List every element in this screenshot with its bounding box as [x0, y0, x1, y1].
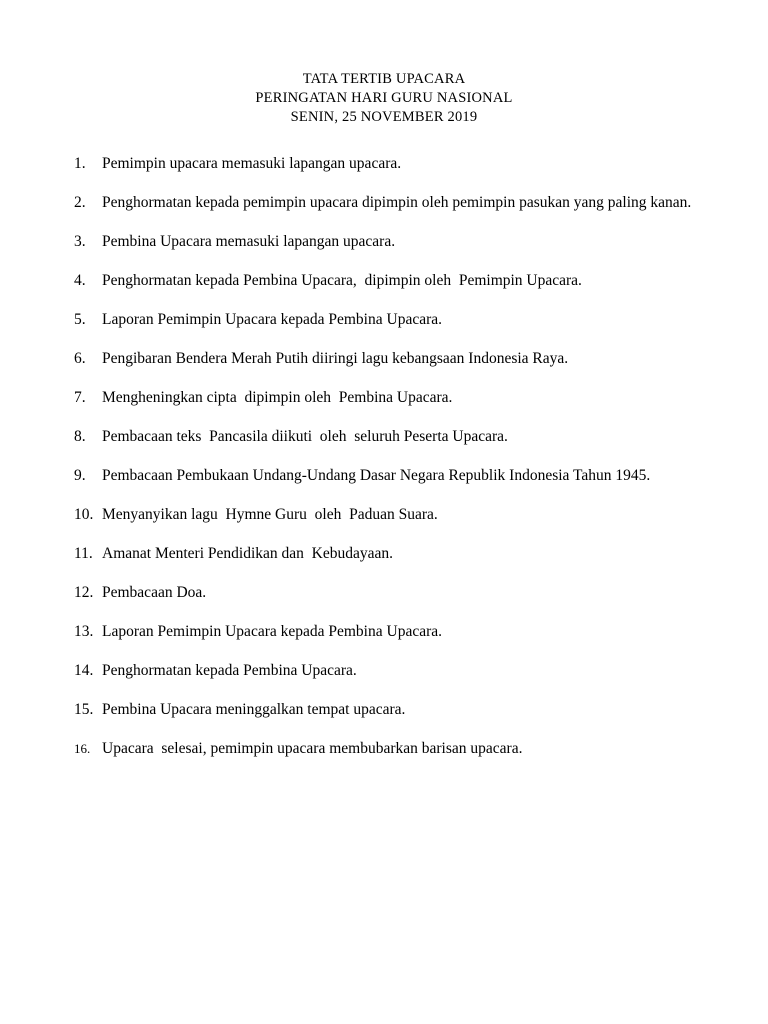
list-item-number: 1.	[74, 155, 86, 172]
list-item	[74, 651, 714, 690]
list-item-text: Amanat Menteri Pendidikan dan Kebudayaan.	[102, 545, 393, 562]
list-item-number: 2.	[74, 194, 86, 211]
list-item	[74, 417, 714, 456]
list-item-number: 15.	[74, 701, 94, 718]
ceremony-order-list	[74, 144, 714, 768]
list-item	[74, 456, 714, 495]
list-item-text: Mengheningkan cipta dipimpin oleh Pembina Upacara.	[102, 389, 453, 406]
list-item	[74, 690, 714, 729]
list-item-text: Pembina Upacara memasuki lapangan upacara.	[102, 233, 396, 250]
list-item-number: 12.	[74, 584, 94, 601]
list-item	[74, 261, 714, 300]
list-item	[74, 222, 714, 261]
list-item-number: 13.	[74, 623, 94, 640]
list-item-text: Penghormatan kepada Pembina Upacara.	[102, 662, 357, 679]
list-item	[74, 378, 714, 417]
list-item	[74, 534, 714, 573]
list-item	[74, 144, 714, 183]
list-item-text: Menyanyikan lagu Hymne Guru oleh Paduan Suara.	[102, 506, 438, 523]
list-item-text: Pembina Upacara meninggalkan tempat upacara.	[102, 701, 406, 718]
list-item	[74, 300, 714, 339]
document-date: SENIN, 25 NOVEMBER 2019	[290, 109, 478, 125]
list-item	[74, 339, 714, 378]
list-item-number: 6.	[74, 350, 86, 367]
list-item	[74, 729, 714, 768]
list-item	[74, 495, 714, 534]
list-item-number: 8.	[74, 428, 86, 445]
list-item-text: Pembacaan teks Pancasila diikuti oleh seluruh Peserta Upacara.	[102, 428, 508, 445]
list-item	[74, 612, 714, 651]
list-item	[74, 573, 714, 612]
list-item-number: 10.	[74, 506, 94, 523]
list-item-text: Penghormatan kepada Pembina Upacara, dipimpin oleh Pemimpin Upacara.	[102, 272, 582, 289]
list-item-number: 11.	[74, 545, 93, 562]
list-item-number: 9.	[74, 467, 86, 484]
list-item-number: 16.	[74, 741, 91, 756]
document-title: TATA TERTIB UPACARA	[302, 71, 466, 87]
document-header	[0, 70, 768, 127]
list-item-text: Laporan Pemimpin Upacara kepada Pembina Upacara.	[102, 311, 442, 328]
list-item-text: Pembacaan Doa.	[102, 584, 207, 601]
list-item-number: 5.	[74, 311, 86, 328]
list-item-text: Laporan Pemimpin Upacara kepada Pembina Upacara.	[102, 623, 442, 640]
list-item-text: Pembacaan Pembukaan Undang-Undang Dasar Negara Republik Indonesia Tahun 1945.	[102, 467, 651, 484]
list-item-text: Penghormatan kepada pemimpin upacara dipimpin oleh pemimpin pasukan yang paling kanan.	[102, 194, 692, 211]
document-subtitle: PERINGATAN HARI GURU NASIONAL	[255, 90, 513, 106]
list-item-text: Pemimpin upacara memasuki lapangan upacara.	[102, 155, 402, 172]
list-item-number: 4.	[74, 272, 86, 289]
list-item-number: 3.	[74, 233, 86, 250]
list-item-text: Upacara selesai, pemimpin upacara membubarkan barisan upacara.	[102, 740, 523, 757]
list-item-number: 7.	[74, 389, 86, 406]
list-item-text: Pengibaran Bendera Merah Putih diiringi lagu kebangsaan Indonesia Raya.	[102, 350, 569, 367]
list-item	[74, 183, 714, 222]
list-item-number: 14.	[74, 662, 94, 679]
